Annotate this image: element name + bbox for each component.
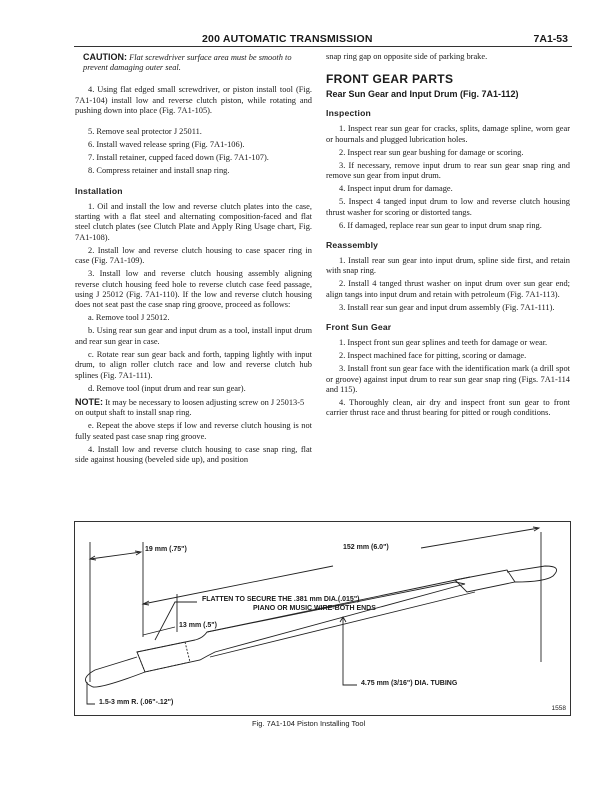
step: 1. Inspect front sun gear splines and teeth for damage or wear. <box>339 338 548 348</box>
step: 8. Compress retainer and install snap ring. <box>88 166 230 176</box>
step: 2. Inspect machined face for pitting, scoring or damage. <box>339 351 527 361</box>
figure-caption: Fig. 7A1-104 Piston Installing Tool <box>252 719 366 728</box>
note-label: NOTE: <box>75 396 103 407</box>
step: d. Remove tool (input drum and rear sun gear). <box>88 383 246 393</box>
right-column <box>326 52 570 421</box>
step: 2. Inspect rear sun gear bushing for damage or scoring. <box>339 147 524 157</box>
step: 4. Thoroughly clean, air dry and inspect front sun gear to front carrier thrust race and thrust bearing for pitted or rough conditions. <box>326 398 570 418</box>
step: 3. Install front sun gear face with the identification mark (a drill spot or groove) against input drum to rear sun gear snap ring (Figs. 7A1-114 and 115). <box>326 364 570 395</box>
figure-number: 1558 <box>551 705 566 712</box>
flatten-label-2: PIANO OR MUSIC WIRE-BOTH ENDS <box>253 605 376 612</box>
step: 2. Install low and reverse clutch housing to case spacer ring in case (Fig. 7A1-109). <box>75 245 312 266</box>
section-heading: FRONT GEAR PARTS <box>326 72 454 87</box>
dim-19mm-label: 19 mm (.75") <box>145 546 187 553</box>
step: 3. Install low and reverse clutch housing assembly aligning reverse clutch housing feed hole to reverse clutch case feed passage, using J 25012 (Fig. 7A1-110). If the low and reverse clutch housing does not seat past the case snap ring groove, proceed as follows: <box>75 269 312 310</box>
tubing-label: 4.75 mm (3/16") DIA. TUBING <box>361 680 458 687</box>
page-number: 7A1-53 <box>533 33 568 45</box>
flatten-label-1: FLATTEN TO SECURE THE .381 mm DIA.(.015") <box>202 596 360 603</box>
step: a. Remove tool J 25012. <box>88 313 170 323</box>
figure-piston-installing-tool <box>74 521 571 716</box>
dim-152mm-label: 152 mm (6.0") <box>343 544 389 551</box>
step: 1. Install rear sun gear into input drum, spline side first, and retain with snap ring. <box>326 256 570 276</box>
step: 6. Install waved release spring (Fig. 7A1-106). <box>88 140 245 150</box>
step: 6. If damaged, replace rear sun gear to input drum snap ring. <box>339 220 542 230</box>
note-text: It may be necessary to loosen adjusting screw on J 25013-5 on output shaft to install snap ring. <box>75 397 305 418</box>
caution-label: CAUTION: <box>83 52 127 62</box>
left-column <box>75 52 312 468</box>
step: 7. Install retainer, cupped faced down (Fig. 7A1-107). <box>88 153 269 163</box>
step: 3. If necessary, remove input drum to rear sun gear snap ring and remove sun gear from input drum. <box>326 160 570 181</box>
step: e. Repeat the above steps if low and reverse clutch housing is not fully seated past case snap ring groove. <box>75 421 312 441</box>
step: 2. Install 4 tanged thrust washer on input drum over sun gear end; align tangs into input drum and retain with petroleum (Fig. 7A1-113). <box>326 279 570 299</box>
step: b. Using rear sun gear and input drum as a tool, install input drum and rear sun gear in case. <box>75 326 312 346</box>
front-sun-gear-heading: Front Sun Gear <box>326 322 392 333</box>
step: 5. Inspect 4 tanged input drum to low and reverse clutch housing thrust washer for scoring or distorted tangs. <box>326 197 570 217</box>
step: 5. Remove seal protector J 25011. <box>88 127 202 137</box>
continuation-text: snap ring gap on opposite side of parking brake. <box>326 52 488 61</box>
reassembly-heading: Reassembly <box>326 240 379 251</box>
step: 1. Inspect rear sun gear for cracks, splits, damage spline, worn gear or hournals and plugged lubrication holes. <box>326 124 570 144</box>
step: 1. Oil and install the low and reverse clutch plates into the case, starting with a flat steel and alternating composition-faced and flat steel clutch plates (see Clutch Plate and Apply Ring Usage chart, Fig. 7A1-108). <box>75 201 312 242</box>
page-header <box>74 33 572 47</box>
running-title: 200 AUTOMATIC TRANSMISSION <box>202 33 373 45</box>
step: 4. Install low and reverse clutch housing to case snap ring, flat side against housing (beveled side up), and position <box>75 444 312 464</box>
radius-label: 1.5-3 mm R. (.06"-.12") <box>99 699 174 706</box>
installation-heading: Installation <box>75 185 123 196</box>
caution-text: Flat screwdriver surface area must be smooth to prevent damaging outer seal. <box>83 53 292 73</box>
inspection-heading: Inspection <box>326 108 371 119</box>
step: c. Rotate rear sun gear back and forth, tapping lightly with input drum, to align roller clutch race and low and reverse clutch hub splines (Fig. 7A1-111). <box>75 349 312 380</box>
step: 4. Using flat edged small screwdriver, or piston install tool (Fig. 7A1-104) install low and reverse clutch piston, while rotating and pushing down into place (Fig. 7A1-105). <box>75 85 312 116</box>
caution-box <box>83 52 312 73</box>
step: 3. Install rear sun gear and input drum assembly (Fig. 7A1-111). <box>339 302 555 312</box>
note-box <box>75 397 312 419</box>
subsection-heading: Rear Sun Gear and Input Drum (Fig. 7A1-112) <box>326 89 519 100</box>
dim-13mm-label: 13 mm (.5") <box>179 622 217 629</box>
step: 4. Inspect input drum for damage. <box>339 184 453 194</box>
